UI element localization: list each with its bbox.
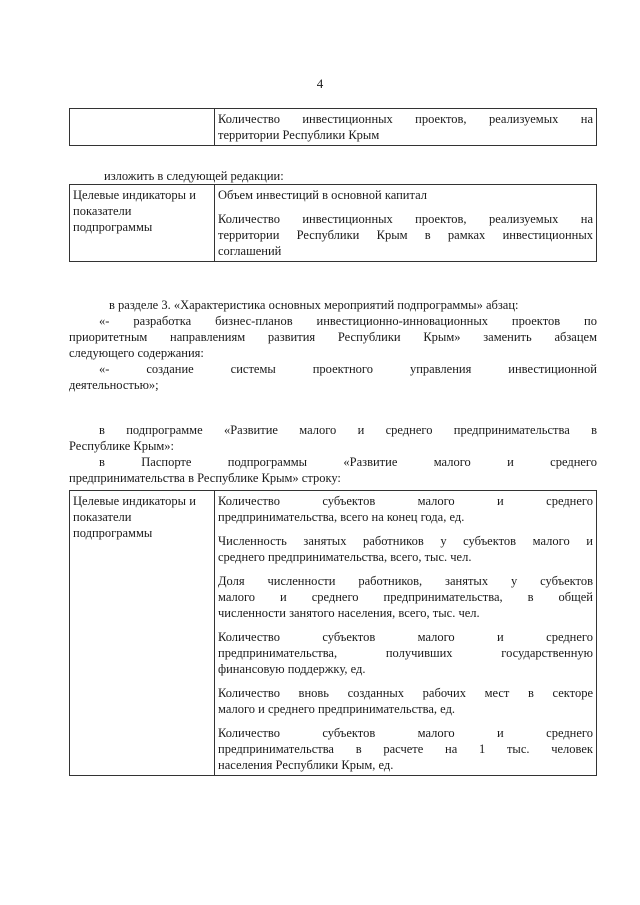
indicator-line: среднего предпринимательства, всего, тыс. чел. — [218, 550, 472, 564]
indicator-line: предпринимательства, всего на конец года, ед. — [218, 510, 465, 524]
intro-text: изложить в следующей редакции: — [104, 169, 284, 183]
table3-right-cell — [215, 491, 597, 776]
section3-line: «- разработка бизнес-планов инвестиционно-инновационных проектов по — [99, 314, 597, 328]
indicator-item — [218, 685, 593, 717]
indicator-item — [218, 493, 593, 525]
indicator-line: территории Республики Крым в рамках инвестиционных — [218, 228, 593, 242]
old-indicator-table — [69, 108, 597, 146]
indicator-line: финансовую поддержку, ед. — [218, 662, 366, 676]
section3-line: деятельностью»; — [69, 378, 159, 392]
table2-right-cell — [215, 185, 597, 262]
section3-block — [69, 297, 597, 393]
new-indicator-table — [69, 184, 597, 262]
indicator-line: населения Республики Крым, ед. — [218, 758, 394, 772]
indicator-line: предпринимательства в расчете на 1 тыс. человек — [218, 742, 593, 756]
section3-line: «- создание системы проектного управления инвестиционной — [99, 362, 597, 376]
subprogram-line: предпринимательства в Республике Крым» строку: — [69, 471, 341, 485]
indicator-line: малого и среднего предпринимательства, ед. — [218, 702, 456, 716]
indicator-line: предпринимательства, получивших государственную — [218, 646, 593, 660]
table1-line: территории Республики Крым — [218, 128, 380, 142]
subprogram-line: в Паспорте подпрограммы «Развитие малого и среднего — [99, 455, 597, 469]
smb-indicator-table — [69, 490, 597, 776]
indicator-line: численности занятого населения, всего, тыс. чел. — [218, 606, 480, 620]
subprogram-block — [69, 422, 597, 486]
indicator-line: Доля численности работников, занятых у субъектов — [218, 574, 593, 588]
indicator-item — [218, 629, 593, 677]
indicator-line: Количество субъектов малого и среднего — [218, 494, 593, 508]
indicator-item — [218, 725, 593, 773]
indicator-item — [218, 533, 593, 565]
table1-left-cell — [70, 109, 215, 146]
table3-left-cell: Целевые индикаторы и показатели подпрограммы — [70, 491, 215, 776]
indicator-line: Численность занятых работников у субъектов малого и — [218, 534, 593, 548]
indicator-line: малого и среднего предпринимательства, в общей — [218, 590, 593, 604]
section3-line: в разделе 3. «Характеристика основных мероприятий подпрограммы» абзац: — [109, 298, 519, 312]
indicator-line: Количество субъектов малого и среднего — [218, 630, 593, 644]
indicator-line: Объем инвестиций в основной капитал — [218, 188, 427, 202]
table2-left-cell: Целевые индикаторы и показатели подпрограммы — [70, 185, 215, 262]
indicator-line: Количество субъектов малого и среднего — [218, 726, 593, 740]
indicator-item — [218, 573, 593, 621]
indicator-item — [218, 211, 593, 259]
section3-line: следующего содержания: — [69, 346, 204, 360]
section3-line: приоритетным направлениям развития Республики Крым» заменить абзацем — [69, 330, 597, 344]
indicator-line: соглашений — [218, 244, 282, 258]
indicator-line: Количество вновь созданных рабочих мест в секторе — [218, 686, 593, 700]
subprogram-line: Республике Крым»: — [69, 439, 174, 453]
page-number: 4 — [316, 76, 324, 91]
indicator-line: Количество инвестиционных проектов, реализуемых на — [218, 212, 593, 226]
table1-right-cell — [215, 109, 597, 146]
table1-line: Количество инвестиционных проектов, реализуемых на — [218, 112, 593, 126]
subprogram-line: в подпрограмме «Развитие малого и среднего предпринимательства в — [99, 423, 597, 437]
indicator-item — [218, 187, 593, 203]
